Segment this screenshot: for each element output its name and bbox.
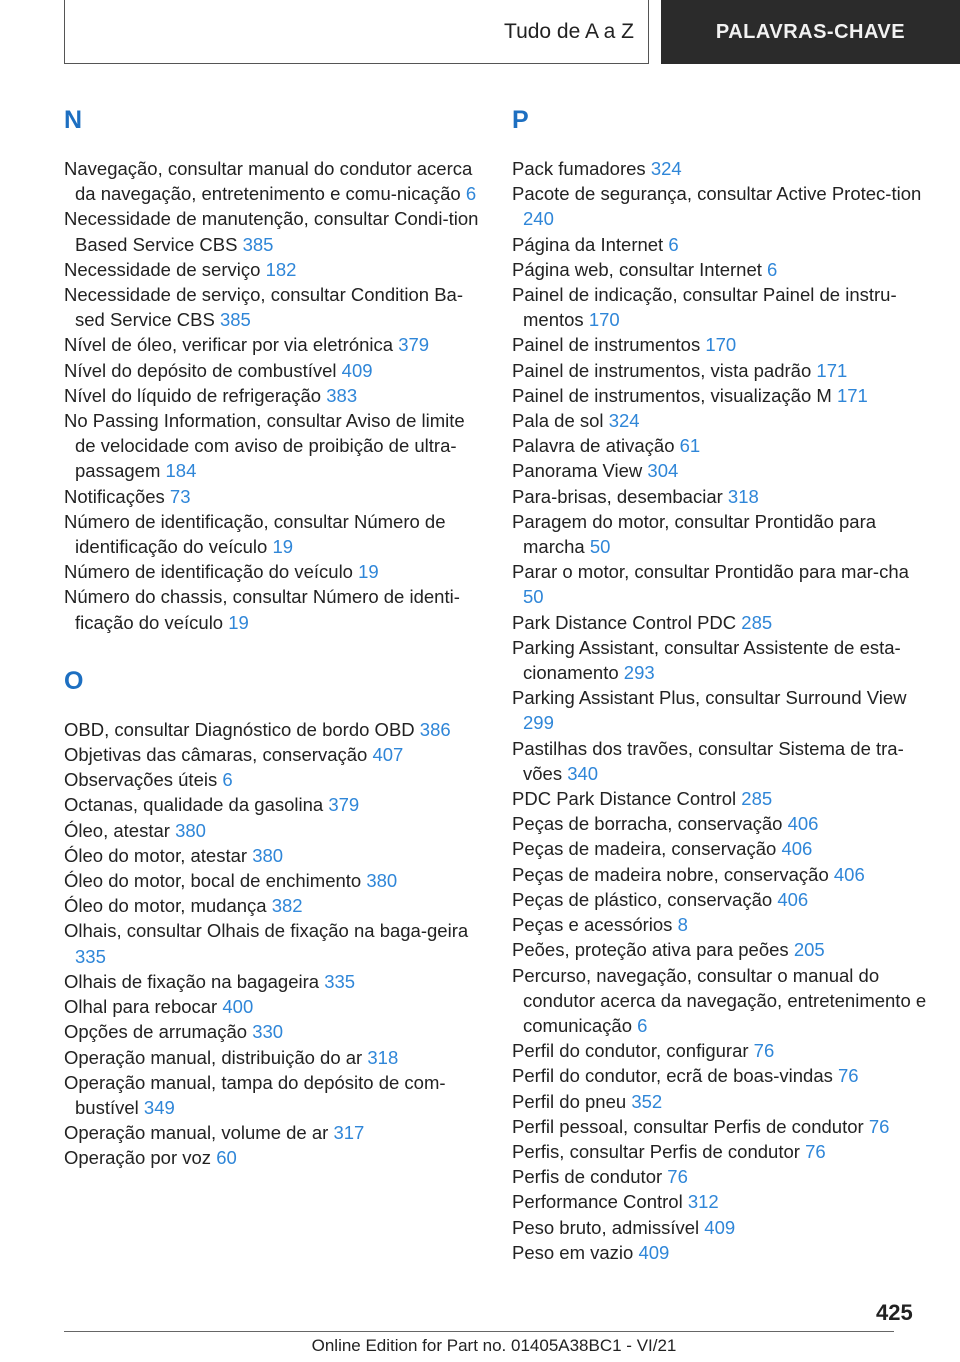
index-page-link[interactable]: 330 <box>252 1021 284 1043</box>
index-column-right <box>512 96 932 1265</box>
index-entry-text: Parking Assistant Plus, consultar Surround View <box>512 687 907 709</box>
index-page-link[interactable]: 407 <box>372 744 404 766</box>
index-entry-text: Número de identificação, consultar Número de identificação do veículo <box>64 510 446 558</box>
index-entry-text: Número do chassis, consultar Número de identi-ficação do veículo <box>64 586 460 633</box>
index-entry <box>64 282 484 332</box>
index-page-link[interactable]: 19 <box>358 561 379 583</box>
index-entry-text: Olhal para rebocar <box>64 996 218 1018</box>
index-page-link[interactable]: 379 <box>328 794 360 816</box>
page-header <box>0 0 960 66</box>
index-entry-text: Panorama View <box>512 460 643 482</box>
index-entry <box>512 408 932 433</box>
index-page-link[interactable]: 240 <box>523 208 554 230</box>
index-entry <box>512 862 932 887</box>
index-entry <box>64 792 484 817</box>
index-entry-text: Óleo do motor, bocal de enchimento <box>64 870 362 892</box>
index-page-link[interactable]: 76 <box>805 1140 826 1162</box>
index-entry <box>64 893 484 918</box>
index-page-link[interactable]: 382 <box>271 895 303 917</box>
index-page-link[interactable]: 406 <box>833 863 865 885</box>
index-page-link[interactable]: 406 <box>787 813 819 835</box>
index-page-link[interactable]: 385 <box>219 309 251 331</box>
index-page-link[interactable]: 76 <box>667 1166 688 1188</box>
index-entry <box>512 232 932 257</box>
index-entry-text: Olhais, consultar Olhais de fixação na baga-geira <box>64 920 469 942</box>
index-entry <box>512 257 932 282</box>
index-entry-text: Pacote de segurança, consultar Active Protec-tion <box>512 183 922 205</box>
index-entry-text: Painel de instrumentos <box>512 334 701 356</box>
index-entry-text: Perfil do pneu <box>512 1090 627 1112</box>
index-page-link[interactable]: 335 <box>75 945 106 967</box>
index-page-link[interactable]: 76 <box>838 1065 859 1087</box>
index-entry-text: Necessidade de manutenção, consultar Condi-tion Based Service CBS <box>64 208 479 255</box>
index-entry <box>512 912 932 937</box>
index-page-link[interactable]: 6 <box>767 258 778 280</box>
index-entry-text: Opções de arrumação <box>64 1021 248 1043</box>
index-entry-text: Peões, proteção ativa para peões <box>512 939 789 961</box>
index-page-link[interactable]: 171 <box>816 359 848 381</box>
index-entry <box>512 963 932 1039</box>
index-entry <box>64 408 484 484</box>
index-entry <box>64 994 484 1019</box>
footer-divider <box>64 1331 894 1332</box>
index-letter-heading: P <box>512 106 529 134</box>
index-entry-text: Painel de instrumentos, visualização M <box>512 384 832 406</box>
index-entry-text: Óleo do motor, atestar <box>64 844 248 866</box>
index-entry-text: Pastilhas dos travões, consultar Sistema de tra-vões <box>512 737 904 784</box>
index-page-link[interactable]: 349 <box>143 1096 175 1118</box>
index-page-link[interactable]: 6 <box>222 769 233 791</box>
index-page-link[interactable]: 318 <box>727 485 759 507</box>
index-page-link[interactable]: 335 <box>324 970 356 992</box>
index-entry <box>64 818 484 843</box>
index-entry-text: Operação manual, tampa do depósito de com-bustível <box>64 1071 446 1118</box>
index-entry <box>512 433 932 458</box>
index-entry-text: Percurso, navegação, consultar o manual do condutor acerca da navegação, entretenimento e comunicação <box>512 964 927 1036</box>
index-page-link[interactable]: 386 <box>419 718 451 740</box>
index-entry-text: Peças de plástico, conservação <box>512 888 773 910</box>
index-entry <box>64 484 484 509</box>
index-entry <box>64 1045 484 1070</box>
index-column-left <box>64 96 484 1171</box>
index-entry <box>512 635 932 685</box>
index-page-link[interactable]: 76 <box>868 1115 890 1137</box>
index-entry <box>512 887 932 912</box>
index-page-link[interactable]: 318 <box>367 1046 399 1068</box>
index-page-link[interactable]: 184 <box>165 460 197 482</box>
index-entry-text: Olhais de fixação na bagageira <box>64 970 320 992</box>
index-page-link[interactable]: 304 <box>647 460 679 482</box>
index-entry <box>512 1215 932 1240</box>
index-entry <box>512 811 932 836</box>
index-entry <box>64 332 484 357</box>
index-entry-text: Peças de madeira, conservação <box>512 838 777 860</box>
index-entry <box>64 1120 484 1145</box>
index-page-link[interactable]: 380 <box>366 870 398 892</box>
index-entry <box>512 610 932 635</box>
index-page-link[interactable]: 285 <box>741 788 773 810</box>
index-entry-text: Notificações <box>64 485 165 507</box>
index-page-link[interactable]: 50 <box>523 586 544 608</box>
index-entry-text: Performance Control <box>512 1191 683 1213</box>
index-entry <box>512 1240 932 1265</box>
index-entry <box>64 918 484 968</box>
index-entry-text: Número de identificação do veículo <box>64 561 353 583</box>
index-entry-text: Óleo, atestar <box>64 819 170 841</box>
index-page-link[interactable]: 406 <box>781 838 813 860</box>
chapter-title: PALAVRAS-CHAVE <box>715 20 906 43</box>
index-entry-text: PDC Park Distance Control <box>512 788 737 810</box>
index-entry-text: Palavra de ativação <box>512 435 675 457</box>
index-entry-text: Park Distance Control PDC <box>512 611 737 633</box>
index-page-link[interactable]: 73 <box>169 485 191 507</box>
index-entry-text: Peças e acessórios <box>512 914 673 936</box>
index-entry <box>512 1063 932 1088</box>
index-page-link[interactable]: 400 <box>222 996 254 1018</box>
index-page-link[interactable]: 409 <box>638 1241 670 1263</box>
index-entry-text: No Passing Information, consultar Aviso de limite de velocidade com aviso de proibição de ultra-passagem <box>64 410 465 482</box>
index-page-link[interactable]: 383 <box>326 384 358 406</box>
index-entry <box>64 559 484 584</box>
index-entry <box>512 836 932 861</box>
index-entry-text: Peças de madeira nobre, conservação <box>512 863 829 885</box>
index-page-link[interactable]: 340 <box>567 762 599 784</box>
index-entry-text: Pala de sol <box>512 410 604 432</box>
index-page-link[interactable]: 61 <box>679 435 701 457</box>
section-title: Tudo de A a Z <box>504 19 634 43</box>
index-entry-text: Perfis de condutor <box>512 1166 663 1188</box>
index-page-link[interactable]: 312 <box>687 1191 719 1213</box>
index-entry <box>512 1139 932 1164</box>
index-entry-text: Paragem do motor, consultar Prontidão para marcha <box>512 510 877 558</box>
index-entry-text: Para-brisas, desembaciar <box>512 485 723 507</box>
index-entry-text: Necessidade de serviço <box>64 258 261 280</box>
index-page-link[interactable]: 409 <box>704 1216 736 1238</box>
index-entry <box>512 1038 932 1063</box>
index-entry-text: Operação manual, volume de ar <box>64 1122 329 1144</box>
index-page-link[interactable]: 385 <box>242 233 274 255</box>
index-entry-text: Nível de óleo, verificar por via eletrónica <box>64 334 394 356</box>
index-entry <box>512 1114 932 1139</box>
index-entry-text: Observações úteis <box>64 769 218 791</box>
page-number: 425 <box>876 1300 913 1325</box>
index-entry-text: Navegação, consultar manual do condutor acerca da navegação, entretenimento e comu-nicação <box>64 158 473 205</box>
index-entry-text: Peso em vazio <box>512 1241 634 1263</box>
index-page-link[interactable]: 76 <box>753 1040 775 1062</box>
letter-spacer <box>64 635 484 657</box>
index-page-link[interactable]: 8 <box>677 914 688 936</box>
index-letter-heading: N <box>64 106 83 134</box>
index-entry-text: Parking Assistant, consultar Assistente de esta-cionamento <box>512 636 901 684</box>
index-entry-text: Óleo do motor, mudança <box>64 895 267 917</box>
index-entry <box>64 843 484 868</box>
index-entry <box>64 358 484 383</box>
section-tab <box>64 0 649 64</box>
index-entry <box>64 584 484 634</box>
index-page-link[interactable]: 60 <box>216 1147 237 1169</box>
index-page-link[interactable]: 380 <box>175 819 206 841</box>
index-entry <box>64 742 484 767</box>
index-page-link[interactable]: 324 <box>608 410 640 432</box>
index-entry <box>64 1145 484 1170</box>
index-entry-text: OBD, consultar Diagnóstico de bordo OBD <box>64 718 415 740</box>
index-entry <box>512 685 932 735</box>
index-entry-text: Nível do depósito de combustível <box>64 359 337 381</box>
index-entry <box>512 383 932 408</box>
index-entry-text: Operação manual, distribuição do ar <box>64 1046 363 1068</box>
index-page-link[interactable]: 170 <box>705 334 737 356</box>
index-entry <box>64 717 484 742</box>
index-page-link[interactable]: 285 <box>741 611 773 633</box>
index-entry <box>64 156 484 206</box>
index-page-link[interactable]: 182 <box>265 258 297 280</box>
index-entry <box>512 282 932 332</box>
index-entry <box>64 1070 484 1120</box>
index-entry <box>512 181 932 231</box>
index-entry <box>64 969 484 994</box>
index-entry <box>512 509 932 559</box>
index-entry <box>64 1019 484 1044</box>
index-entry <box>512 484 932 509</box>
index-entry-text: Objetivas das câmaras, conservação <box>64 744 368 766</box>
index-entry-text: Operação por voz <box>64 1147 212 1169</box>
index-entry-text: Página web, consultar Internet <box>512 258 762 280</box>
index-entry <box>512 358 932 383</box>
index-entry-text: Perfil pessoal, consultar Perfis de condutor <box>512 1115 864 1137</box>
index-entry <box>64 257 484 282</box>
index-page-link[interactable]: 406 <box>777 888 809 910</box>
index-entry <box>64 383 484 408</box>
index-page-link[interactable]: 409 <box>341 359 373 381</box>
index-entry <box>512 1089 932 1114</box>
index-entry <box>64 868 484 893</box>
index-page-link[interactable]: 6 <box>668 233 679 255</box>
index-entry-text: Peso bruto, admissível <box>512 1216 700 1238</box>
index-entry-text: Octanas, qualidade da gasolina <box>64 794 324 816</box>
index-page-link[interactable]: 380 <box>252 844 284 866</box>
index-entry-text: Perfil do condutor, ecrã de boas-vindas <box>512 1065 833 1087</box>
index-entry-text: Página da Internet <box>512 233 664 255</box>
index-entry <box>512 786 932 811</box>
index-entry-text: Peças de borracha, conservação <box>512 813 783 835</box>
index-entry <box>512 156 932 181</box>
index-entry <box>512 559 932 609</box>
index-entry <box>64 206 484 256</box>
index-page-link[interactable]: 6 <box>465 183 477 205</box>
index-page-link[interactable]: 205 <box>793 939 825 961</box>
index-entry <box>512 937 932 962</box>
index-entry-text: Painel de instrumentos, vista padrão <box>512 359 812 381</box>
chapter-tab <box>661 0 960 64</box>
index-page-link[interactable]: 50 <box>589 536 611 558</box>
index-page-link[interactable]: 19 <box>228 611 249 633</box>
index-entry-text: Necessidade de serviço, consultar Condition Ba-sed Service CBS <box>64 284 463 331</box>
index-entry-text: Pack fumadores <box>512 158 646 179</box>
index-page-link[interactable]: 293 <box>623 662 655 684</box>
index-letter-heading: O <box>64 666 84 695</box>
index-page-link[interactable]: 19 <box>272 536 294 558</box>
index-page-link[interactable]: 317 <box>333 1122 365 1144</box>
index-entry-text: Perfil do condutor, configurar <box>512 1040 749 1062</box>
index-entry <box>512 332 932 357</box>
index-entry-text: Nível do líquido de refrigeração <box>64 384 322 406</box>
index-entry <box>64 767 484 792</box>
index-entry <box>512 458 932 483</box>
index-page-link[interactable]: 171 <box>836 384 868 406</box>
index-entry <box>64 509 484 559</box>
index-page-link[interactable]: 170 <box>588 309 620 331</box>
index-entry <box>512 736 932 786</box>
index-entry-text: Parar o motor, consultar Prontidão para mar-cha <box>512 561 909 583</box>
index-entry-text: Perfis, consultar Perfis de condutor <box>512 1140 800 1162</box>
index-page-link[interactable]: 299 <box>523 712 554 734</box>
index-page-link[interactable]: 379 <box>398 334 430 356</box>
index-entry <box>512 1164 932 1189</box>
index-entry <box>512 1189 932 1214</box>
edition-note: Online Edition for Part no. 01405A38BC1 - VI/21 <box>311 1336 677 1355</box>
index-page-link[interactable]: 324 <box>650 158 682 179</box>
index-page-link[interactable]: 6 <box>637 1014 648 1036</box>
index-entry-text: Painel de indicação, consultar Painel de instru-mentos <box>512 284 897 331</box>
index-page-link[interactable]: 352 <box>631 1090 663 1112</box>
